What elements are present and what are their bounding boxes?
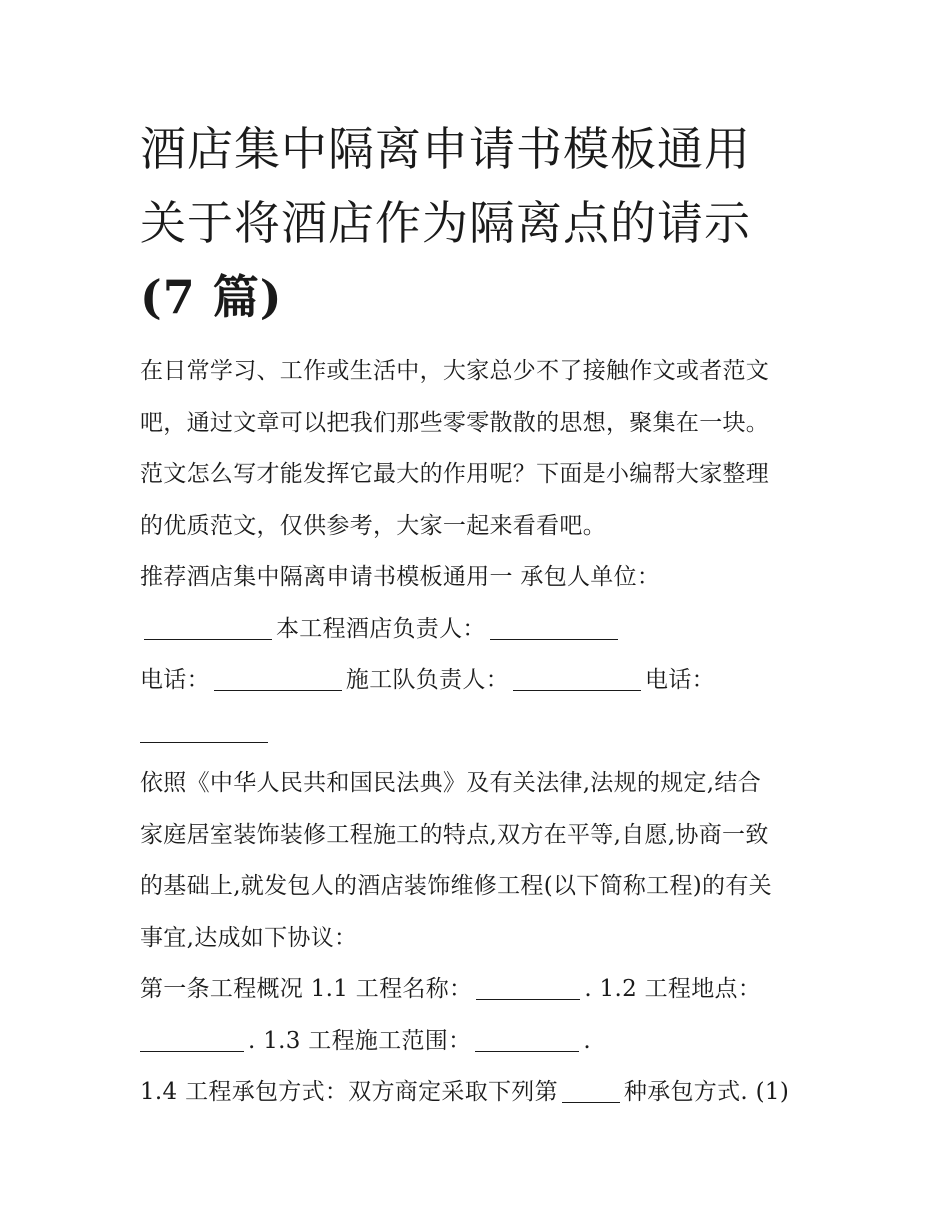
phone-label-2: 电话： <box>645 667 715 693</box>
basis-line: 家庭居室装饰装修工程施工的特点,双方在平等,自愿,协商一致 <box>140 821 769 848</box>
article-1-line-1 <box>140 964 820 1016</box>
article-1-line-2 <box>140 1016 820 1068</box>
contract-mode-prefix: 1.4 工程承包方式：双方商定采取下列第 <box>140 1079 558 1105</box>
project-scope-blank <box>475 1028 579 1052</box>
basis-line: 依照《中华人民共和国民法典》及有关法律,法规的规定,结合 <box>140 770 762 796</box>
project-location-blank <box>140 1028 244 1052</box>
phone-blank-2 <box>140 719 268 743</box>
team-manager-blank <box>513 667 641 691</box>
document-page <box>140 112 820 1119</box>
project-scope-label: . 1.3 工程施工范围： <box>248 1027 472 1054</box>
title-line-3: (7 篇) <box>140 270 283 324</box>
phone-blank <box>214 667 342 691</box>
title-line-1: 酒店集中隔离申请书模板通用 <box>140 122 751 176</box>
document-title <box>140 112 820 334</box>
hotel-manager-label: 本工程酒店负责人： <box>276 615 486 642</box>
contractor-unit-blank <box>144 616 272 640</box>
contract-mode-blank <box>562 1079 620 1103</box>
contractor-line-1 <box>140 604 820 656</box>
hotel-manager-blank <box>490 616 618 640</box>
article-1-4-line <box>140 1067 820 1119</box>
contractor-info-paragraph <box>140 552 820 758</box>
intro-paragraph <box>140 346 820 552</box>
phone-label: 电话： <box>140 667 210 693</box>
contract-mode-suffix: 种承包方式. (1) <box>623 1079 790 1105</box>
contractor-line-2 <box>140 655 820 707</box>
project-name-blank <box>476 976 580 1000</box>
intro-line: 吧，通过文章可以把我们那些零零散散的思想，聚集在一块。 <box>140 409 770 436</box>
contractor-line-3 <box>140 707 820 759</box>
section1-heading: 推荐酒店集中隔离申请书模板通用一 承包人单位： <box>140 564 661 590</box>
title-line-2: 关于将酒店作为隔离点的请示 <box>140 196 751 250</box>
intro-line: 范文怎么写才能发挥它最大的作用呢？下面是小编帮大家整理 <box>140 461 770 487</box>
project-location-label: . 1.2 工程地点： <box>584 976 762 1002</box>
intro-line: 的优质范文，仅供参考，大家一起来看看吧。 <box>140 512 606 539</box>
article-1-prefix: 第一条工程概况 1.1 工程名称： <box>140 976 473 1002</box>
article-1-paragraph <box>140 964 820 1119</box>
team-manager-label: 施工队负责人： <box>345 667 510 693</box>
article-1-end: . <box>583 1027 592 1054</box>
basis-line: 的基础上,就发包人的酒店装饰维修工程(以下简称工程)的有关 <box>140 873 772 899</box>
basis-line: 事宜,达成如下协议： <box>140 924 358 951</box>
intro-line: 在日常学习、工作或生活中，大家总少不了接触作文或者范文 <box>140 358 770 384</box>
legal-basis-paragraph <box>140 758 820 964</box>
